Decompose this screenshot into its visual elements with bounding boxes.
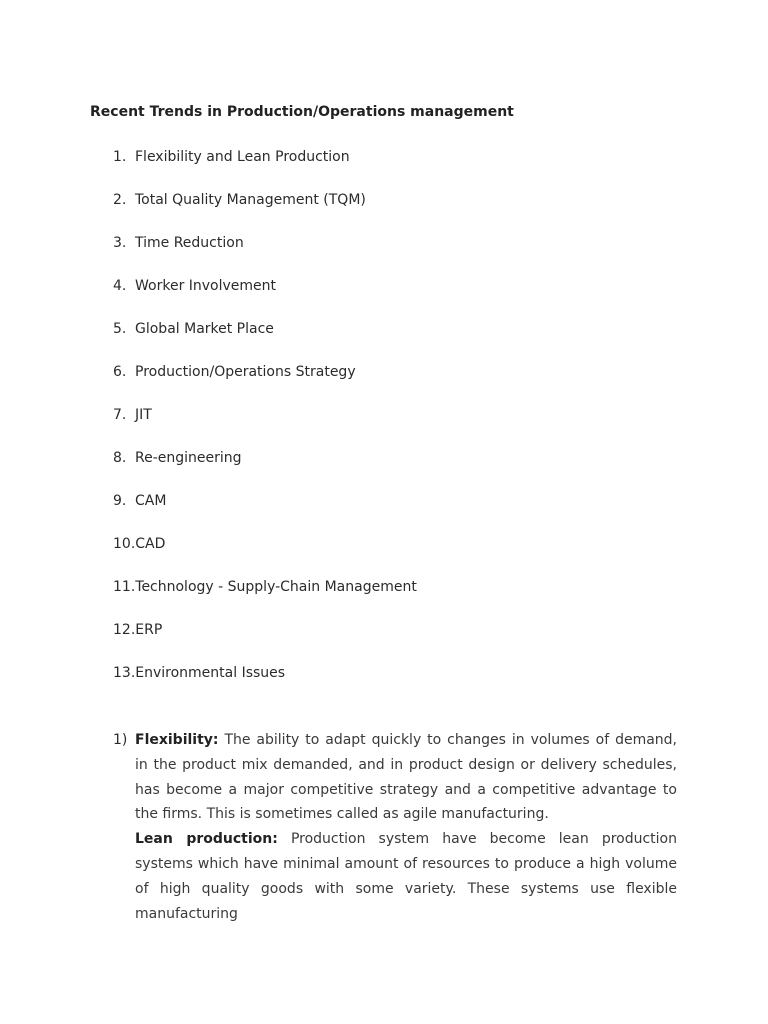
lean-production-term: Lean production: <box>135 831 278 848</box>
list-item <box>113 147 417 190</box>
list-item-text: Total Quality Management (TQM) <box>135 192 366 208</box>
document-title: Recent Trends in Production/Operations management <box>90 104 514 120</box>
list-item-number: 3. <box>113 235 127 251</box>
list-item-text: Worker Involvement <box>135 278 277 294</box>
list-item <box>113 233 417 276</box>
list-item-text: Re-engineering <box>135 450 242 466</box>
section-marker: 1) <box>113 732 128 748</box>
list-item-text: Technology - Supply-Chain Management <box>135 579 417 595</box>
list-item <box>113 534 417 577</box>
list-item-number: 5. <box>113 321 127 337</box>
list-item-text: CAM <box>135 493 167 509</box>
flexibility-term: Flexibility: <box>135 732 219 748</box>
flexibility-text: The ability to adapt quickly to changes in volumes of demand, in the product mix demanded, and in product design or delivery schedules, has become a major competitive strategy and a competitive advantage to the firms. This is sometimes called as agile manufacturing. <box>135 732 677 823</box>
lean-production-paragraph <box>135 827 677 926</box>
list-item <box>113 276 417 319</box>
list-item <box>113 491 417 534</box>
list-item <box>113 319 417 362</box>
list-item-number: 13. <box>113 665 136 681</box>
list-item <box>113 448 417 491</box>
list-item <box>113 362 417 405</box>
list-item-number: 10. <box>113 536 136 552</box>
list-item <box>113 577 417 620</box>
list-item-number: 12. <box>113 622 136 638</box>
list-item-text: Time Reduction <box>135 235 244 251</box>
list-item-number: 11. <box>113 579 136 595</box>
list-item-text: JIT <box>135 407 152 423</box>
list-item-number: 2. <box>113 192 127 208</box>
list-item-number: 9. <box>113 493 127 509</box>
lean-production-text: Production system have become lean production systems which have minimal amount of resources to produce a high volume of high quality goods with some variety. These systems use flexible manufacturing <box>135 831 677 922</box>
flexibility-paragraph <box>135 728 677 827</box>
list-item-text: ERP <box>135 622 163 638</box>
list-item-number: 6. <box>113 364 127 380</box>
list-item-text: Environmental Issues <box>135 665 286 681</box>
list-item <box>113 190 417 233</box>
list-item <box>113 620 417 663</box>
list-item-number: 1. <box>113 149 127 165</box>
list-item <box>113 405 417 448</box>
list-item-number: 7. <box>113 407 127 423</box>
trends-list <box>113 147 417 706</box>
list-item-text: CAD <box>135 536 166 552</box>
list-item-text: Production/Operations Strategy <box>135 364 356 380</box>
list-item <box>113 663 417 706</box>
section-body <box>135 728 677 926</box>
list-item-text: Flexibility and Lean Production <box>135 149 350 165</box>
list-item-number: 8. <box>113 450 127 466</box>
list-item-number: 4. <box>113 278 127 294</box>
list-item-text: Global Market Place <box>135 321 274 337</box>
